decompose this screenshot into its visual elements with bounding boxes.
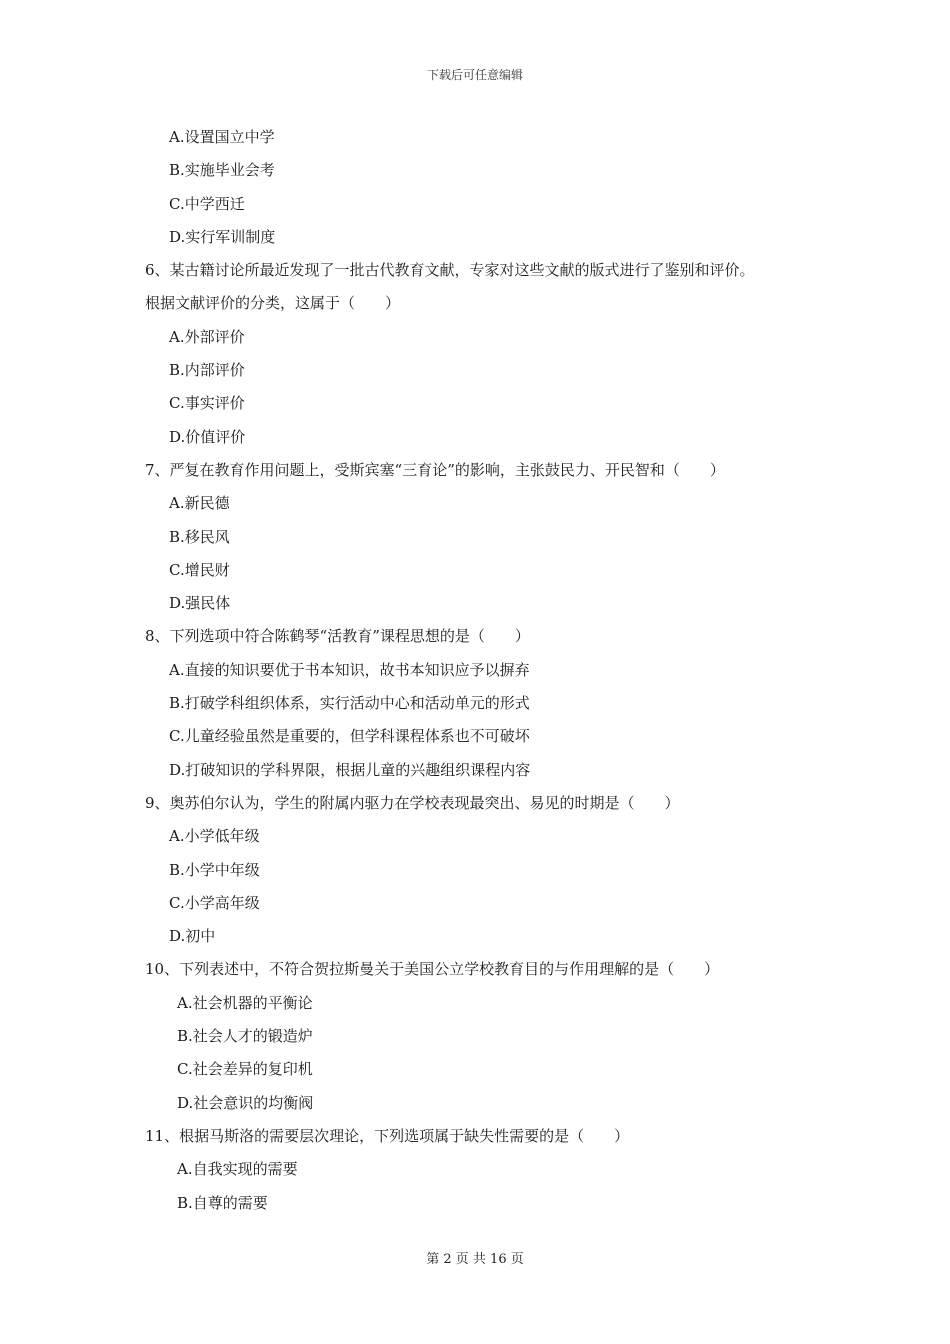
option-line: C.社会差异的复印机 [177,1060,313,1079]
option-line: B.实施毕业会考 [169,161,275,180]
question-9-stem: 9、奥苏伯尔认为，学生的附属内驱力在学校表现最突出、易见的时期是（ ） [145,793,680,812]
option-line: C.增民财 [169,560,230,579]
option-line: D.价值评价 [169,427,246,446]
option-line: C.中学西迁 [169,194,245,213]
option-line: A.直接的知识要优于书本知识，故书本知识应予以摒弃 [169,660,530,679]
option-line: C.小学高年级 [169,893,260,912]
option-line: A.设置国立中学 [169,128,275,146]
question-6-stem: 6、某古籍讨论所最近发现了一批古代教育文献，专家对这些文献的版式进行了鉴别和评价。 [145,261,755,280]
option-line: A.外部评价 [169,327,245,346]
question-7-stem: 7、严复在教育作用问题上，受斯宾塞“三育论”的影响，主张鼓民力、开民智和（ ） [145,460,725,479]
question-8-stem: 8、下列选项中符合陈鹤琴“活教育”课程思想的是（ ） [145,627,530,646]
option-line: A.自我实现的需要 [177,1160,298,1179]
option-line: A.小学低年级 [169,827,260,846]
option-line: B.打破学科组织体系，实行活动中心和活动单元的形式 [169,694,530,713]
option-line: D.初中 [169,927,216,946]
option-line: D.打破知识的学科界限，根据儿童的兴趣组织课程内容 [169,760,531,779]
option-line: B.内部评价 [169,361,245,380]
question-6-stem-continued: 根据文献评价的分类，这属于（ ） [145,294,401,313]
option-line: A.新民德 [169,494,230,513]
page-footer: 第 2 页 共 16 页 [426,1252,524,1267]
option-line: B.移民风 [169,527,230,546]
option-line: B.社会人才的锻造炉 [177,1027,313,1046]
option-line: C.儿童经验虽然是重要的，但学科课程体系也不可破坏 [169,727,530,746]
option-line: C.事实评价 [169,394,245,413]
option-line: D.实行军训制度 [169,227,276,246]
option-line: D.社会意识的均衡阀 [177,1093,314,1112]
option-line: B.自尊的需要 [177,1193,268,1212]
question-10-stem: 10、下列表述中，不符合贺拉斯曼关于美国公立学校教育目的与作用理解的是（ ） [145,960,720,979]
option-line: B.小学中年级 [169,860,260,879]
question-11-stem: 11、根据马斯洛的需要层次理论，下列选项属于缺失性需要的是（ ） [145,1126,630,1145]
document-body [145,124,825,1223]
option-line: A.社会机器的平衡论 [177,993,313,1012]
option-line: D.强民体 [169,594,231,613]
page-header: 下载后可任意编辑 [426,68,523,82]
